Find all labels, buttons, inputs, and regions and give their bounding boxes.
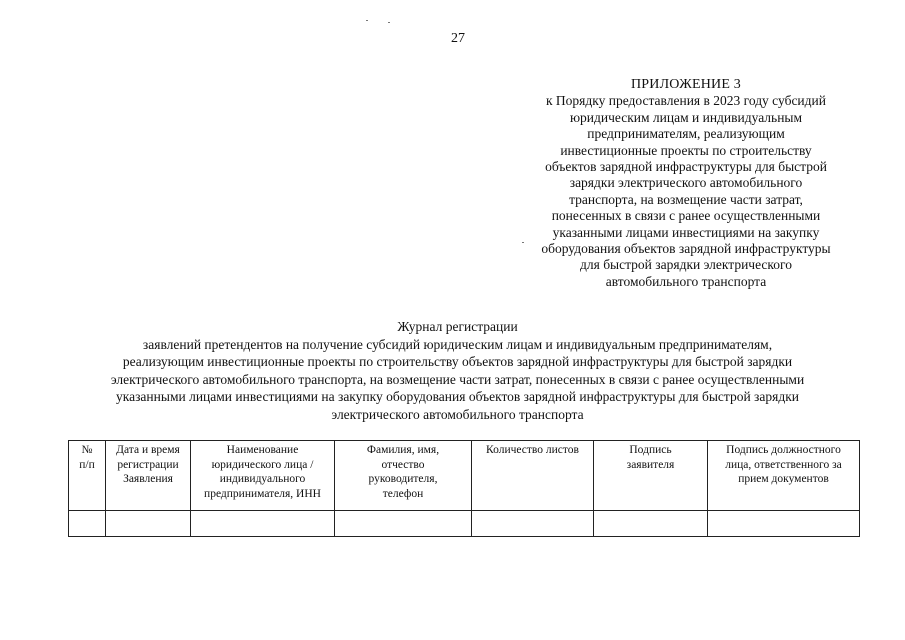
header-text: Фамилия, имя, [366,444,440,456]
column-header-number [69,441,106,511]
appendix-line: оборудования объектов зарядной инфраструктуры [541,241,831,257]
journal-subtitle-line: заявлений претендентов на получение субсидий юридическим лицам и индивидуальным предпринимателям, [142,336,773,352]
header-text: телефон [382,487,424,500]
page-number: 27 [451,31,465,46]
header-text: прием документов [738,473,829,485]
journal-title: Журнал регистрации [397,319,518,334]
journal-heading [40,318,875,424]
scan-speck [522,242,524,243]
header-text: Дата и время [116,444,180,456]
header-text: Количество листов [486,444,579,456]
appendix-line: к Порядку предоставления в 2023 году субсидий [546,93,826,109]
appendix-line: предпринимателям, реализующим [587,126,785,142]
header-text: регистрации [117,458,179,471]
column-header-manager [335,441,472,511]
table-cell [69,511,106,537]
table-cell [335,511,472,537]
appendix-line: инвестиционные проекты по строительству [560,142,812,158]
table-cell [472,511,594,537]
table-cell [106,511,191,537]
registration-table [68,440,860,537]
table-cell [708,511,860,537]
header-text: Заявления [123,473,173,485]
appendix-title: ПРИЛОЖЕНИЕ 3 [630,77,742,92]
journal-subtitle-line: электрического автомобильного транспорта [331,406,584,422]
column-header-sheet-count [472,441,594,511]
journal-subtitle-line: электрического автомобильного транспорта, на возмещение части затрат, понесенных в связи с ранее осуществленными [110,371,805,387]
appendix-line: юридическим лицам и индивидуальным [569,109,803,125]
appendix-line: транспорта, на возмещение части затрат, [569,191,803,207]
journal-subtitle-line: указанными лицами инвестициями на закупку оборудования объектов зарядной инфраструктуры для быстрой зарядки [116,389,799,405]
scan-speck [388,22,390,23]
scan-speck [366,20,368,21]
appendix-line: зарядки электрического автомобильного [569,175,803,191]
table-cell [594,511,708,537]
header-text: Наименование [226,444,299,456]
header-text: лица, ответственного за [725,458,842,471]
header-text: руководителя, [368,473,438,485]
appendix-line: указанными лицами инвестициями на закупку [552,224,820,240]
column-header-entity-name [191,441,335,511]
column-header-official-signature [708,441,860,511]
header-text: Подпись должностного [726,444,841,456]
appendix-line: объектов зарядной инфраструктуры для быстрой [545,159,827,175]
header-text: п/п [79,458,95,471]
appendix-line: понесенных в связи с ранее осуществленными [551,208,821,224]
table-cell [191,511,335,537]
journal-subtitle-line: реализующим инвестиционные проекты по строительству объектов зарядной инфраструктуры для быстрой зарядки [122,354,793,370]
appendix-line: автомобильного транспорта [605,273,767,289]
column-header-applicant-signature [594,441,708,511]
column-header-datetime [106,441,191,511]
appendix-block [505,77,867,290]
header-text: предпринимателя, ИНН [204,487,321,500]
header-text: отчество [381,458,425,471]
header-text: Подпись [629,444,672,456]
table-row [69,511,860,537]
appendix-line: для быстрой зарядки электрического [580,257,792,273]
table-header-row [69,441,860,511]
header-text: индивидуального [219,473,306,485]
header-text: № [81,444,93,456]
header-text: юридического лица / [211,458,314,471]
header-text: заявителя [626,458,675,471]
